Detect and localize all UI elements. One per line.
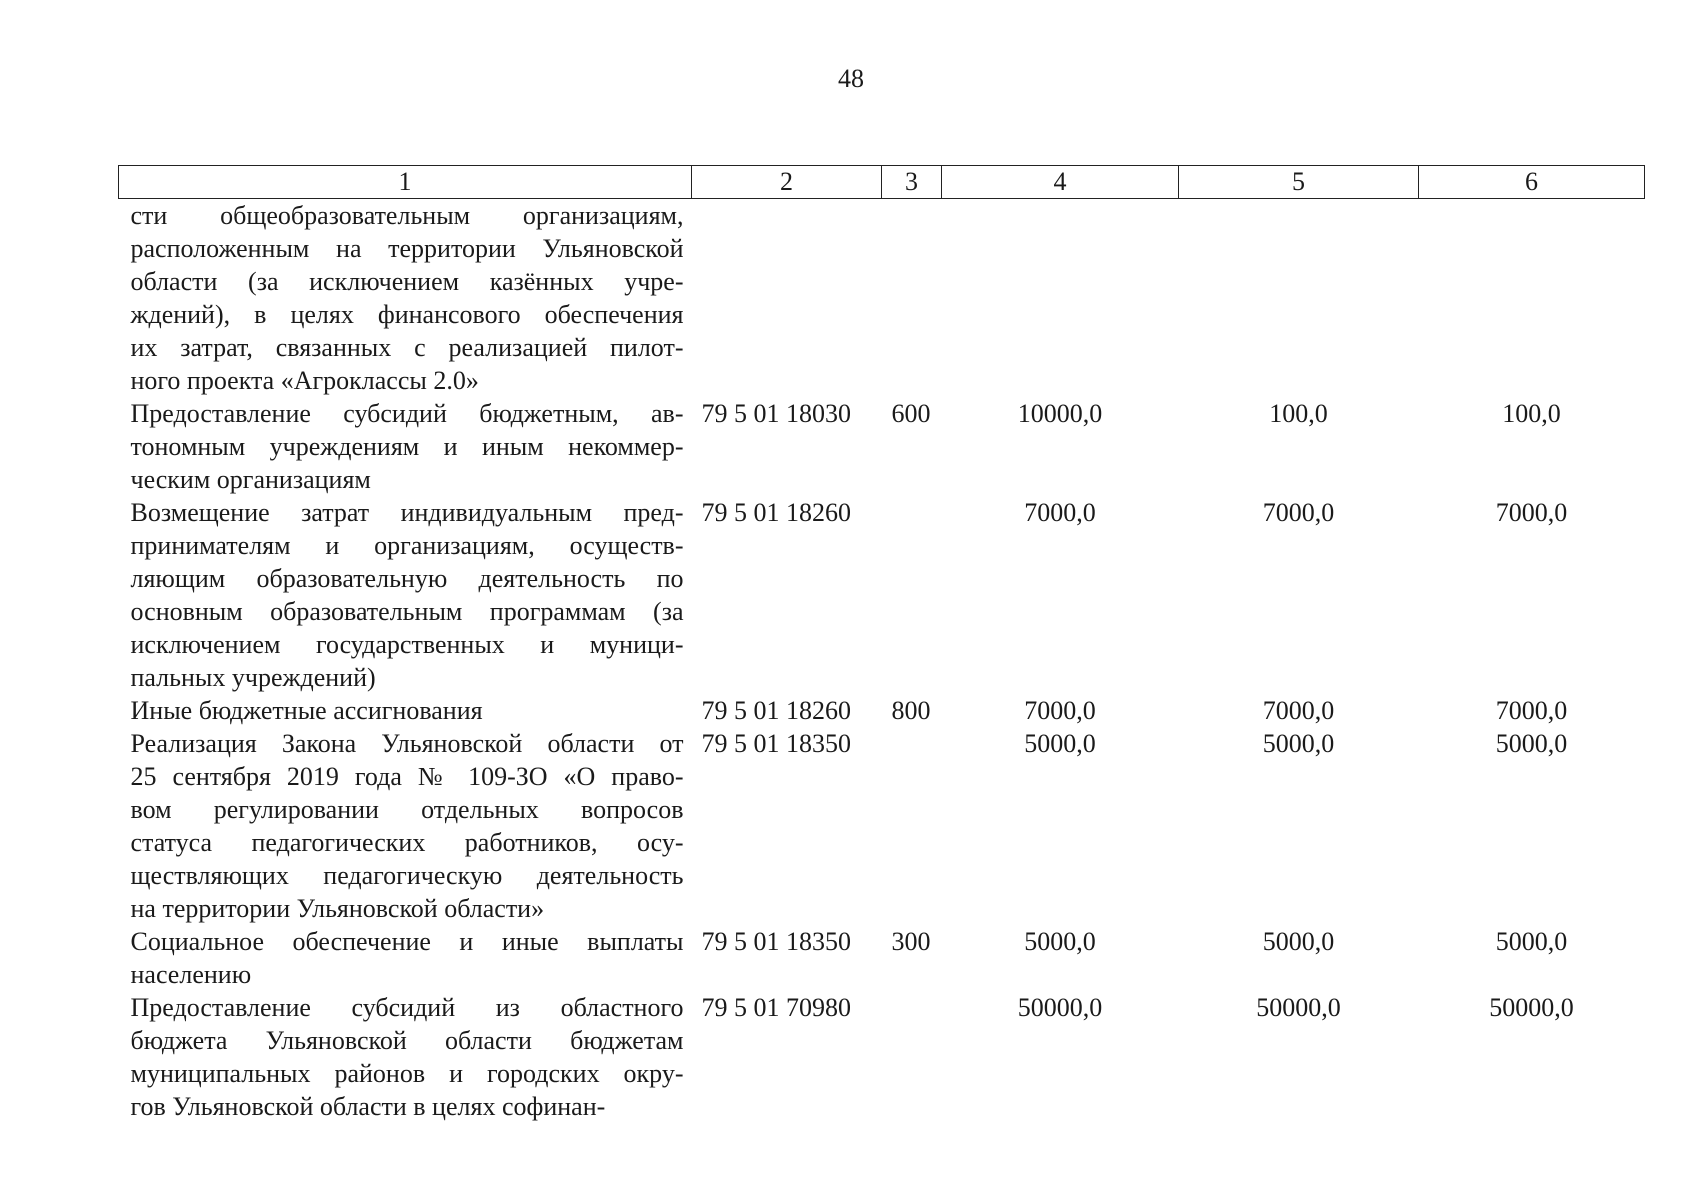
amount-col-5: 5000,0 — [1262, 729, 1335, 758]
amount-col-4: 50000,0 — [1017, 993, 1103, 1022]
amount-col-5: 7000,0 — [1262, 696, 1335, 725]
budget-table — [118, 165, 1645, 1123]
description-line: расположенным на территории Ульяновской — [130, 234, 684, 263]
amount-col-5: 5000,0 — [1262, 927, 1335, 956]
amount-col-4: 7000,0 — [1024, 696, 1096, 725]
amount-col-5: 100,0 — [1269, 399, 1328, 428]
expense-type-code — [882, 496, 942, 694]
description-line: пальных учреждений) — [130, 663, 376, 692]
target-article-code: 79 5 01 18350 — [701, 927, 851, 956]
column-header-1: 1 — [119, 166, 692, 199]
amount-col-6: 7000,0 — [1495, 696, 1568, 725]
description-line: Предоставление субсидий из областного — [130, 993, 684, 1022]
expense-type-code — [882, 199, 942, 398]
row-description — [119, 496, 692, 694]
amount-col-6: 50000,0 — [1489, 993, 1574, 1022]
description-line: Социальное обеспечение и иные выплаты — [130, 927, 684, 956]
description-line: исключением государственных и муници- — [130, 630, 684, 659]
description-line: на территории Ульяновской области» — [130, 894, 545, 923]
expense-type-code: 600 — [891, 399, 931, 428]
target-article-code: 79 5 01 70980 — [701, 993, 851, 1022]
table-row — [119, 199, 1645, 398]
description-line: ного проекта «Агроклассы 2.0» — [130, 366, 479, 395]
target-article-code: 79 5 01 18260 — [701, 696, 851, 725]
row-description — [119, 199, 692, 398]
description-line: бюджета Ульяновской области бюджетам — [130, 1026, 684, 1055]
table-body — [119, 199, 1645, 1124]
amount-col-6: 5000,0 — [1495, 927, 1568, 956]
description-line: сти общеобразовательным организациям, — [130, 201, 684, 230]
description-line: ждений), в целях финансового обеспечения — [130, 300, 684, 329]
description-line: области (за исключением казённых учре- — [130, 267, 684, 296]
amount-col-4: 5000,0 — [1024, 729, 1096, 758]
expense-type-code — [882, 727, 942, 925]
row-description — [119, 727, 692, 925]
description-line: статуса педагогических работников, осу- — [130, 828, 684, 857]
description-line: принимателям и организациям, осуществ- — [130, 531, 684, 560]
description-line: гов Ульяновской области в целях софинан- — [130, 1092, 606, 1121]
amount-col-6: 7000,0 — [1495, 498, 1568, 527]
amount-col-6: 5000,0 — [1495, 729, 1568, 758]
description-line: их затрат, связанных с реализацией пилот- — [130, 333, 684, 362]
table-row — [119, 727, 1645, 925]
description-line: основным образовательным программам (за — [130, 597, 684, 626]
row-description — [119, 397, 692, 496]
description-line: ляющим образовательную деятельность по — [130, 564, 684, 593]
amount-col-5: 50000,0 — [1256, 993, 1341, 1022]
page-number: 48 — [838, 64, 864, 93]
amount-col-4 — [942, 199, 1179, 398]
table-row — [119, 991, 1645, 1123]
column-header-4: 4 — [942, 166, 1179, 199]
table-row — [119, 496, 1645, 694]
column-header-3: 3 — [882, 166, 942, 199]
description-line: тономным учреждениям и иным некоммер- — [130, 432, 684, 461]
expense-type-code: 800 — [891, 696, 931, 725]
amount-col-4: 10000,0 — [1017, 399, 1103, 428]
amount-col-4: 5000,0 — [1024, 927, 1096, 956]
amount-col-4: 7000,0 — [1024, 498, 1096, 527]
row-description — [119, 925, 692, 991]
amount-col-6 — [1419, 199, 1645, 398]
description-line: Реализация Закона Ульяновской области от — [130, 729, 684, 758]
amount-col-5: 7000,0 — [1262, 498, 1335, 527]
table-row — [119, 397, 1645, 496]
table-header-row — [119, 166, 1645, 199]
table-row — [119, 925, 1645, 991]
column-header-6: 6 — [1419, 166, 1645, 199]
amount-col-6: 100,0 — [1502, 399, 1561, 428]
expense-type-code: 300 — [891, 927, 931, 956]
row-description — [119, 694, 692, 727]
description-line: вом регулировании отдельных вопросов — [130, 795, 684, 824]
description-line: Предоставление субсидий бюджетным, ав- — [130, 399, 684, 428]
target-article-code: 79 5 01 18350 — [701, 729, 851, 758]
description-line: ческим организациям — [130, 465, 371, 494]
target-article-code: 79 5 01 18030 — [701, 399, 851, 428]
description-line: 25 сентября 2019 года № 109-ЗО «О право- — [130, 762, 684, 791]
description-line: Возмещение затрат индивидуальным пред- — [130, 498, 684, 527]
column-header-5: 5 — [1179, 166, 1419, 199]
amount-col-5 — [1179, 199, 1419, 398]
row-description — [119, 991, 692, 1123]
description-line: муниципальных районов и городских окру- — [130, 1059, 684, 1088]
target-article-code — [692, 199, 882, 398]
description-line: населению — [130, 960, 252, 989]
description-line: Иные бюджетные ассигнования — [130, 696, 483, 725]
expense-type-code — [882, 991, 942, 1123]
column-header-2: 2 — [692, 166, 882, 199]
table-row — [119, 694, 1645, 727]
description-line: ществляющих педагогическую деятельность — [130, 861, 684, 890]
target-article-code: 79 5 01 18260 — [701, 498, 851, 527]
